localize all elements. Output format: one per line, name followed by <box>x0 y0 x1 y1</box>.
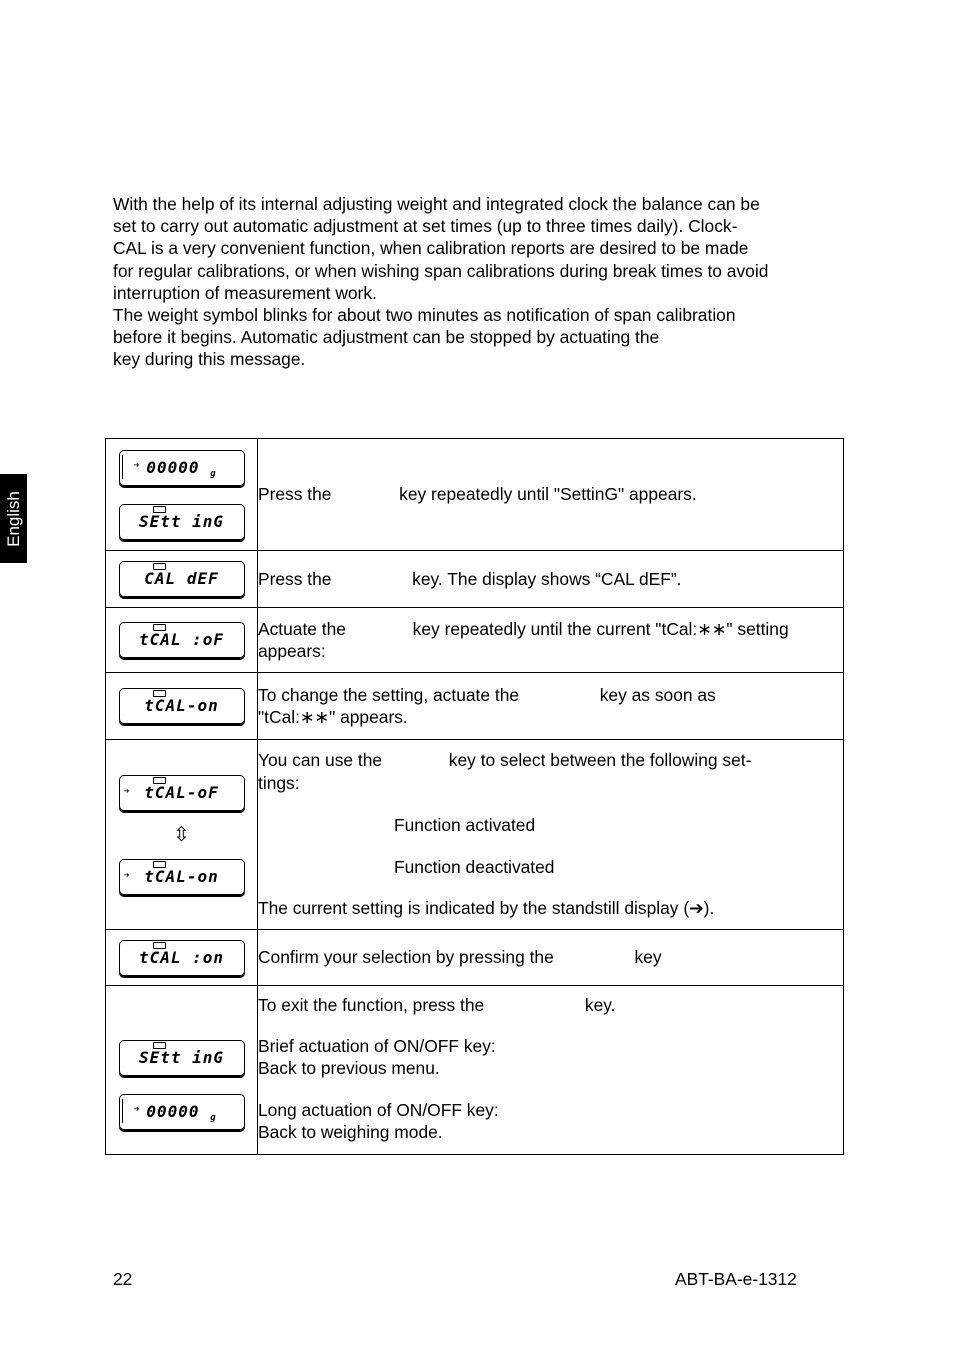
scale-ticks-icon <box>122 455 127 479</box>
language-tab-label: English <box>3 490 23 547</box>
lcd-display <box>119 1094 245 1130</box>
instruction-cell <box>258 930 844 986</box>
instruction-text: Press the <box>258 568 332 589</box>
instruction-text: key to select between the following set- <box>448 750 752 771</box>
option-line <box>258 856 843 878</box>
instruction-cell <box>258 673 844 740</box>
lcd-unit: g <box>210 1113 217 1123</box>
instruction-text: "tCal:∗∗" appears. <box>258 707 408 727</box>
lcd-display <box>119 688 245 724</box>
standstill-arrow-icon: ➔ <box>133 1104 141 1115</box>
intro-line: key during this message. <box>113 349 306 370</box>
menu-icon <box>153 861 166 868</box>
option-line <box>258 814 843 836</box>
instruction-text: Long actuation of ON/OFF key: <box>258 1099 499 1120</box>
instruction-text: key. The display shows “CAL dEF”. <box>412 568 682 589</box>
standstill-arrow-icon: ➔ <box>123 785 131 797</box>
instruction-text: To change the setting, actuate the <box>258 684 520 705</box>
standstill-arrow-icon: ➔ <box>133 459 141 471</box>
display-cell <box>106 673 258 740</box>
intro-line: CAL is a very convenient function, when calibration reports are desired to be made <box>113 238 749 259</box>
intro-line: for regular calibrations, or when wishing span calibrations during break times to avoid <box>113 260 769 281</box>
table-row <box>106 930 844 986</box>
lcd-value: 00000 <box>146 457 200 477</box>
instruction-text: key as soon as <box>599 684 716 705</box>
instruction-text: appears: <box>258 641 326 661</box>
option-text: Function deactivated <box>394 857 555 878</box>
lcd-value: CAL dEF <box>144 569 219 588</box>
lcd-value: tCAL-on <box>144 696 219 715</box>
instruction-text: You can use the <box>258 750 383 771</box>
instruction-text: Press the <box>258 484 332 505</box>
lcd-value: 00000 <box>146 1102 200 1121</box>
menu-icon <box>153 563 166 570</box>
lcd-display <box>119 1040 245 1076</box>
instruction-cell <box>258 551 844 608</box>
instruction-text: Back to weighing mode. <box>258 1121 443 1142</box>
lcd-display <box>119 504 245 540</box>
up-down-arrow-icon: ⇳ <box>173 823 190 846</box>
menu-icon <box>153 624 166 631</box>
instruction-text: To exit the function, press the <box>258 995 485 1015</box>
instruction-cell <box>258 986 844 1155</box>
menu-icon <box>153 942 166 949</box>
lcd-display <box>119 622 245 658</box>
intro-line: With the help of its internal adjusting weight and integrated clock the balance can be <box>113 194 760 214</box>
instruction-cell <box>258 608 844 673</box>
table-row <box>106 551 844 608</box>
intro-line: The weight symbol blinks for about two minutes as notification of span calibration <box>113 305 736 326</box>
lcd-value: SEtt inG <box>138 1048 225 1067</box>
lcd-value: tCAL :on <box>138 947 225 967</box>
menu-icon <box>153 506 166 513</box>
intro-line: set to carry out automatic adjustment at set times (up to three times daily). Clock- <box>113 216 738 237</box>
instruction-cell <box>258 439 844 551</box>
instruction-text: Brief actuation of ON/OFF key: <box>258 1036 496 1057</box>
instruction-text: Confirm your selection by pressing the <box>258 947 554 968</box>
display-cell <box>106 986 258 1155</box>
intro-text <box>113 193 848 371</box>
intro-line: before it begins. Automatic adjustment can be stopped by actuating the <box>113 327 660 348</box>
lcd-value: tCAL :oF <box>138 630 225 649</box>
lcd-display <box>119 940 245 976</box>
lcd-unit: g <box>210 468 217 479</box>
lcd-display <box>119 450 245 486</box>
instruction-line <box>258 618 843 640</box>
lcd-value: tCAL-oF <box>144 782 219 802</box>
lcd-value: SEtt inG <box>138 511 225 531</box>
instruction-text: key <box>634 947 662 968</box>
document-id: ABT-BA-e-1312 <box>675 1269 797 1289</box>
display-cell <box>106 439 258 551</box>
steps-table <box>105 438 844 1155</box>
instruction-line <box>258 994 843 1016</box>
display-cell <box>106 608 258 673</box>
table-row <box>106 740 844 930</box>
lcd-value: tCAL-on <box>144 866 219 886</box>
display-cell <box>106 551 258 608</box>
language-tab <box>0 474 27 563</box>
instruction-text: key repeatedly until the current "tCal:∗∗" setting <box>412 618 789 639</box>
standstill-arrow-icon: ➔ <box>123 869 131 881</box>
page-number: 22 <box>113 1269 133 1289</box>
menu-icon <box>153 777 166 784</box>
instruction-text: The current setting is indicated by the standstill display (➔). <box>258 898 715 919</box>
intro-line: interruption of measurement work. <box>113 282 377 303</box>
instruction-cell <box>258 740 844 930</box>
instruction-line <box>258 749 843 771</box>
display-cell <box>106 930 258 986</box>
lcd-display <box>119 561 245 597</box>
table-row <box>106 608 844 673</box>
lcd-display <box>119 775 245 811</box>
menu-icon <box>153 1042 166 1049</box>
display-cell <box>106 740 258 930</box>
instruction-text: Back to previous menu. <box>258 1058 440 1079</box>
instruction-text: Actuate the <box>258 618 346 639</box>
table-row <box>106 673 844 740</box>
instruction-text: key repeatedly until "SettinG" appears. <box>399 484 697 505</box>
instruction-text: tings: <box>258 772 300 793</box>
option-text: Function activated <box>394 814 536 835</box>
scale-ticks-icon <box>122 1099 127 1123</box>
lcd-display <box>119 859 245 895</box>
instruction-line <box>258 684 843 706</box>
menu-icon <box>153 690 166 697</box>
table-row <box>106 986 844 1155</box>
instruction-text: key. <box>584 995 616 1015</box>
table-row <box>106 439 844 551</box>
